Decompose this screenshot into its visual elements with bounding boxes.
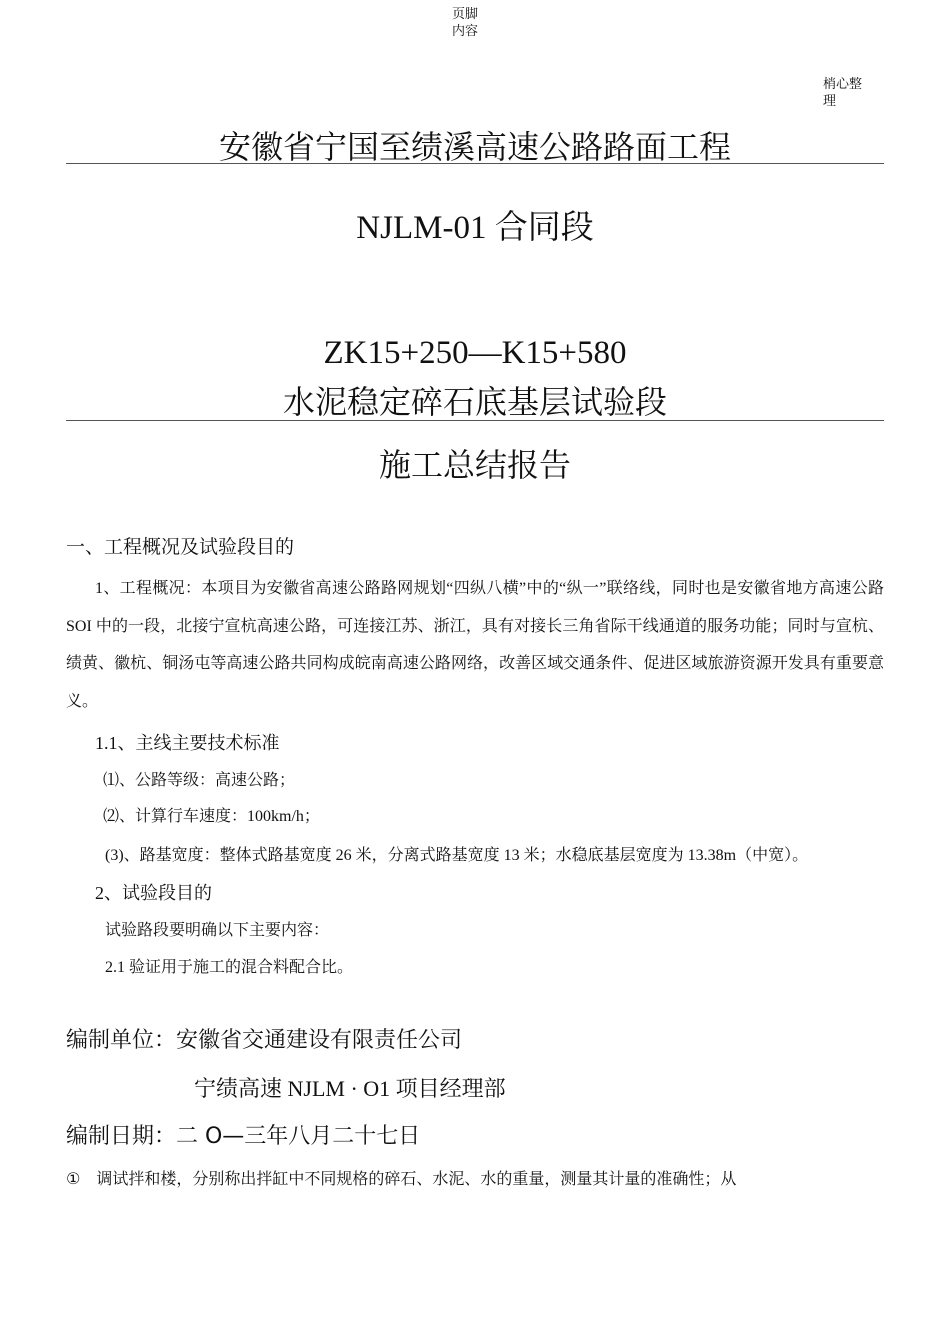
title-line-1: 安徽省宁国至绩溪高速公路路面工程 (218, 128, 731, 166)
tech-item-roadbed-width: (3)、路基宽度：整体式路基宽度 26 米，分离式路基宽度 13 米；水稳底基层宽度为 13.38m（中宽）。 (105, 847, 809, 864)
purpose-heading: 2、试验段目的 (95, 883, 212, 903)
project-overview-paragraph: 1、工程概况：本项目为安徽省高速公路路网规划“四纵八横”中的“纵一”联络线，同时也是安徽省地方高速公路 SOI 中的一段，北接宁宣杭高速公路，可连接江苏、浙江，具有对接长三角省际干线通道的服务功能；同时与宣杭、绩黄、徽杭、铜汤屯等高速公路共同构成皖南高速公路网络，改善区域交通条件、促进区域旅游资源开发具有重要意义。 (66, 580, 884, 710)
tech-item-design-speed: ⑵、计算行车速度：100km/h； (103, 808, 320, 825)
compile-date: 编制日期：二 O—三年八月二十七日 (66, 1124, 421, 1149)
tech-item-road-class: ⑴、公路等级：高速公路； (103, 770, 296, 789)
page-header-text: 页脚 内容 (451, 7, 478, 39)
purpose-item: 2.1 验证用于施工的混合料配合比。 (105, 959, 354, 976)
section-heading: 一、工程概况及试验段目的 (66, 536, 295, 558)
title-line-4: 水泥稳定碎石底基层试验段 (282, 383, 667, 421)
corner-note: 梢心整 理 (823, 77, 863, 109)
title-line-2: NJLM-01 合同段 (356, 210, 594, 246)
tech-standard-heading: 1.1、主线主要技术标准 (95, 733, 280, 753)
title-underline-1 (66, 163, 884, 164)
title-line-5: 施工总结报告 (378, 446, 571, 484)
purpose-intro: 试验路段要明确以下主要内容： (105, 920, 330, 939)
compiler-department: 宁绩高速 NJLM · O1 项目经理部 (194, 1076, 506, 1101)
bottom-procedure-line: ① 调试拌和楼，分别称出拌缸中不同规格的碎石、水泥、水的重量，测量其计量的准确性；从 (66, 1169, 737, 1188)
compiler-unit: 编制单位：安徽省交通建设有限责任公司 (66, 1028, 463, 1053)
title-line-3: ZK15+250—K15+580 (323, 335, 627, 371)
title-underline-2 (66, 420, 884, 421)
